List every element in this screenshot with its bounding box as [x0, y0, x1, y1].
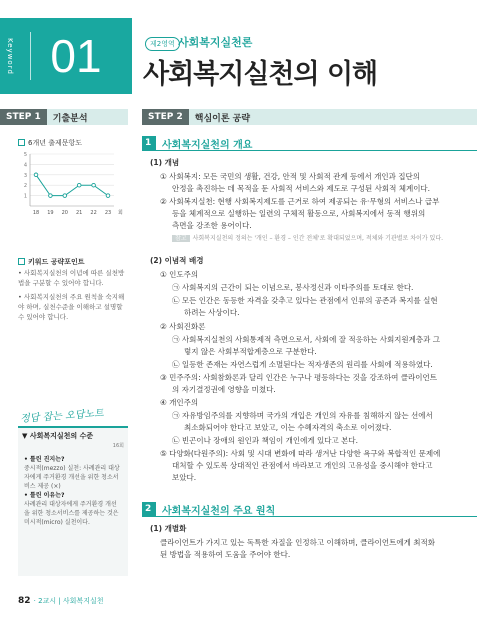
body-line: 된 방법을 적용하여 도움을 주어야 한다. — [160, 550, 291, 559]
note-question: • 틀린 진지는? — [24, 456, 65, 463]
chart-title — [18, 138, 128, 148]
footer-label: · 2교시 | 사회복지실천 — [33, 597, 104, 605]
y-tick-label: 3 — [23, 172, 27, 179]
body-line: 안정을 촉진하는 데 목적을 둔 사회적 서비스와 제도로 구성된 사회적 체계이다. — [172, 184, 431, 193]
page-footer — [18, 596, 103, 606]
body-line: 하려는 사상이다. — [184, 308, 240, 317]
note-answer: 중시적(mezzo) 실천: 사례관리 대상자에게 주거환경 개선을 위한 청소서비스 제공 (×) — [24, 465, 120, 490]
key-point-list — [18, 268, 128, 326]
note-question: • 틀린 이유는? — [24, 492, 65, 499]
body-line: ① 사회복지: 모든 국민의 생활, 건강, 안적 및 사회적 관계 등에서 개인과 집단의 — [160, 172, 420, 181]
step2-label: 핵심이론 공략 — [194, 113, 251, 124]
tip-tag: 참고 — [172, 235, 190, 242]
data-point — [106, 194, 110, 198]
x-tick-label: 20 — [61, 210, 68, 216]
body-line: 등을 체계적으로 실행하는 일련의 구체적 활동으로, 사회복지에서 동적 행위의 — [172, 209, 426, 218]
key-point-item: • 사회복지실천의 주요 원칙을 숙지해야 하며, 실천수준을 이해하고 설명할 수 있어야 합니다. — [18, 293, 125, 321]
subheading: (1) 개별화 — [150, 524, 187, 533]
keyword-tab: Keyword — [0, 18, 20, 94]
wrong-answer-note — [18, 426, 128, 576]
body-line: ㉡ 모든 인간은 동등한 자격을 갖추고 있다는 관점에서 인류의 공존과 복지를 실현 — [172, 296, 438, 305]
body-line: 측면을 강조한 용어이다. — [172, 221, 252, 230]
script-heading: 정답 잡는 오답노트 — [19, 408, 105, 425]
data-point — [77, 183, 81, 187]
body-line: ② 사회진화론 — [160, 322, 206, 331]
body-line: ㉠ 사회복지의 근간이 되는 이념으로, 봉사정신과 이타주의를 토대로 한다. — [172, 283, 414, 292]
body-line: ④ 개인주의 — [160, 398, 199, 407]
key-point-title-text: 키워드 공략포인트 — [28, 258, 85, 266]
note-exam-round: 16회 — [112, 443, 124, 449]
divider — [30, 32, 31, 80]
step2-number: STEP 2 — [142, 109, 189, 125]
step1-number: STEP 1 — [0, 109, 47, 125]
note-answer: 사례관리 대상자에게 주거환경 개선을 위한 청소서비스를 제공하는 것은 미시적(micro) 실천이다. — [24, 501, 119, 526]
x-tick-label: 18 — [32, 210, 40, 216]
tip-line — [172, 234, 443, 244]
body-line: ① 인도주의 — [160, 270, 199, 279]
subject-title: 사회복지실천론 — [178, 36, 253, 49]
subheading: (2) 이념적 배경 — [150, 256, 204, 265]
y-tick-label: 5 — [23, 152, 27, 158]
data-point — [34, 173, 38, 177]
x-tick-label: 22 — [90, 210, 97, 216]
note-body — [18, 449, 128, 533]
body-line: 최소화되어야 한다고 보았고, 이는 수혜자격의 축소로 이어졌다. — [184, 423, 392, 432]
body-line: ㉠ 사회복지실천의 사회통제적 측면으로서, 사회에 잘 적응하는 사회지원계층과 그 — [172, 335, 441, 344]
page-number: 82 — [18, 596, 31, 606]
section-title: 사회복지실천의 주요 원칙 — [162, 505, 276, 517]
page-title: 사회복지실천의 이해 — [143, 59, 378, 90]
data-point — [63, 194, 67, 198]
keyword-number — [20, 18, 132, 94]
body-line: 보았다. — [172, 473, 197, 482]
body-line: ㉠ 자유방임주의를 지향하며 국가의 개입은 개인의 자유를 침해하지 않는 선에서 — [172, 411, 433, 420]
section-1-heading — [142, 136, 477, 151]
checkbox-icon — [18, 258, 25, 265]
body-line: ㉡ 일등한 존재는 자연스럽게 소멸된다는 적자생존의 원리를 사회에 적용하였다. — [172, 360, 433, 369]
step1-label: 기출분석 — [52, 113, 88, 124]
y-tick-label: 1 — [23, 193, 27, 200]
body-line: 의 자기결정권에 영향을 미쳤다. — [172, 385, 276, 394]
x-tick-label: 23 — [104, 210, 112, 216]
chapter-number: 01 — [50, 30, 102, 82]
body-line: ㉡ 빈곤이나 장애의 원인과 책임이 개인에게 있다고 본다. — [172, 436, 358, 445]
section-2-heading — [142, 502, 477, 517]
section-title: 사회복지실천의 개요 — [162, 139, 253, 151]
note-heading: ▼ 사회복지실천의 수준 — [22, 432, 94, 440]
body-line: ② 사회복지실천: 현행 사회복지제도를 근거로 하여 제공되는 유·무형의 서비스나 급부 — [160, 197, 440, 206]
key-point-title — [18, 257, 128, 267]
body-line: ③ 민주주의: 사회참화론과 달리 인간은 누구나 평등하다는 것을 강조하여 클라이언트 — [160, 373, 438, 382]
section-number: 2 — [145, 504, 152, 514]
y-tick-label: 4 — [23, 162, 27, 169]
checkbox-icon — [18, 139, 25, 146]
section-number: 1 — [145, 138, 152, 148]
area-badge: 제2영역 — [145, 37, 180, 51]
data-point — [49, 194, 53, 198]
body-line: 대처할 수 있도록 상대적인 관점에서 바라보고 개인의 고유성을 중시해야 한다고 — [172, 461, 433, 470]
chart-title-text: 6개년 출제문항도 — [28, 139, 83, 147]
x-tick-label: 21 — [76, 210, 83, 216]
body-line: ⑤ 다양화(다원주의): 사회 및 시대 변화에 따라 생겨난 다양한 욕구와 복합적인 문제에 — [160, 449, 441, 458]
body-line: 렇지 않은 사회부적합계층으로 구분한다. — [184, 347, 317, 356]
step1-header — [0, 109, 128, 125]
tip-text: 사회복지실천의 정의는 '개인 – 환경 – 인간 전체'로 확대되었으며, 적체와 기관별로 차이가 있다. — [192, 235, 444, 242]
body-line: 클라이언트가 가지고 있는 독특한 자질을 인정하고 이해하며, 클라이언트에게 최적화 — [160, 538, 436, 547]
subheading: (1) 개념 — [150, 158, 180, 167]
data-point — [92, 183, 96, 187]
y-tick-label: 2 — [23, 183, 27, 190]
exam-frequency-chart — [18, 150, 128, 220]
x-unit-label: 회 — [118, 210, 123, 216]
x-tick-label: 19 — [47, 210, 54, 216]
key-point-item: • 사회복지실천의 이념에 따른 실천방법을 구분할 수 있어야 합니다. — [18, 269, 125, 287]
step2-header — [142, 109, 477, 125]
